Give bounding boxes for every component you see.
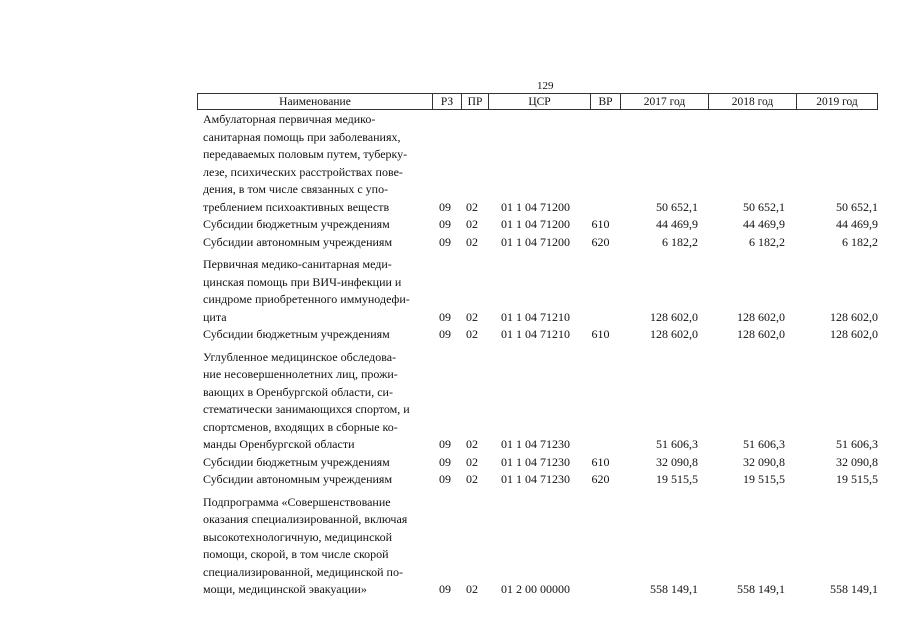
- cell-name: Амбулаторная первичная медико- санитарная помощь при заболеваниях, передаваемых половым путем, туберку- лезе, психических расстройствах пове- дения, в том числе связанных с упо- треблением психоактивных веществ: [203, 112, 408, 214]
- cell-y2019: 19 515,5: [836, 472, 878, 486]
- table-row: [197, 111, 878, 216]
- header-2019: 2019 год: [816, 95, 858, 108]
- table-row: [197, 471, 878, 489]
- header-2018: 2018 год: [709, 94, 797, 109]
- cell-y2018: 128 602,0: [737, 327, 785, 341]
- cell-y2017: 558 149,1: [650, 582, 698, 596]
- cell-y2017: 32 090,8: [656, 454, 698, 469]
- cell-y2019: 128 602,0: [830, 309, 878, 324]
- cell-y2017: 44 469,9: [656, 217, 698, 231]
- cell-csr: 01 1 04 71200: [501, 234, 570, 249]
- cell-y2019: 44 469,9: [836, 217, 878, 231]
- header-2017: 2017 год: [621, 94, 709, 109]
- cell-rz: 09: [439, 327, 451, 341]
- header-csr: ЦСР: [489, 94, 591, 109]
- table-row: [197, 349, 878, 454]
- cell-y2019: 128 602,0: [830, 327, 878, 341]
- header-rz: РЗ: [433, 94, 462, 109]
- cell-y2019: 32 090,8: [836, 454, 878, 469]
- cell-y2019: 51 606,3: [836, 437, 878, 451]
- cell-y2018: 32 090,8: [743, 454, 785, 469]
- cell-y2017: 19 515,5: [656, 472, 698, 486]
- cell-rz: 09: [439, 454, 451, 469]
- cell-y2018: 19 515,5: [743, 472, 785, 486]
- cell-vr: 620: [591, 472, 610, 486]
- cell-pr: 02: [466, 199, 478, 214]
- header-vr: ВР: [591, 94, 621, 109]
- table-header: [197, 93, 878, 110]
- cell-name: Субсидии бюджетным учреждениям: [203, 217, 390, 231]
- cell-rz: 09: [439, 217, 451, 231]
- table-row: [197, 256, 878, 326]
- cell-y2017: 6 182,2: [662, 234, 698, 249]
- cell-name: Субсидии бюджетным учреждениям: [203, 327, 390, 341]
- cell-vr: 620: [591, 234, 610, 249]
- table-row: [197, 326, 878, 344]
- cell-pr: 02: [466, 454, 478, 469]
- cell-pr: 02: [466, 472, 478, 486]
- cell-pr: 02: [466, 437, 478, 451]
- cell-csr: 01 1 04 71210: [501, 309, 570, 324]
- cell-y2019: 6 182,2: [842, 234, 878, 249]
- cell-csr: 01 1 04 71230: [501, 437, 570, 451]
- cell-pr: 02: [466, 309, 478, 324]
- cell-pr: 02: [466, 234, 478, 249]
- cell-y2018: 558 149,1: [737, 582, 785, 596]
- cell-csr: 01 1 04 71230: [501, 472, 570, 486]
- cell-y2019: 558 149,1: [830, 582, 878, 596]
- cell-y2017: 128 602,0: [650, 309, 698, 324]
- cell-csr: 01 2 00 00000: [501, 582, 570, 596]
- table-row: [197, 494, 878, 599]
- cell-name: Субсидии автономным учреждениям: [203, 234, 393, 249]
- cell-vr: 610: [591, 327, 610, 341]
- cell-rz: 09: [439, 437, 451, 451]
- table-row: [197, 216, 878, 234]
- cell-y2018: 6 182,2: [749, 234, 785, 249]
- cell-y2018: 51 606,3: [743, 437, 785, 451]
- cell-rz: 09: [439, 582, 451, 596]
- page-number: 129: [537, 80, 554, 92]
- cell-pr: 02: [466, 217, 478, 231]
- header-name: Наименование: [198, 94, 433, 109]
- cell-vr: 610: [591, 217, 610, 231]
- table-row: [197, 234, 878, 252]
- cell-y2019: 50 652,1: [836, 199, 878, 214]
- cell-pr: 02: [466, 327, 478, 341]
- cell-name: Субсидии автономным учреждениям: [203, 472, 393, 486]
- cell-y2018: 50 652,1: [743, 199, 785, 214]
- cell-name: Субсидии бюджетным учреждениям: [203, 454, 390, 469]
- cell-csr: 01 1 04 71230: [501, 454, 570, 469]
- cell-name: Подпрограмма «Совершенствование оказания специализированной, включая высокотехнологичную, медицинской помощи, скорой, в том числе скорой специализированной, медицинской по- мощи, медицинской эвакуации»: [203, 494, 408, 596]
- cell-name: Первичная медико-санитарная меди- цинская помощь при ВИЧ-инфекции и синдроме приобретенного иммунодефи- цита: [203, 257, 410, 324]
- cell-csr: 01 1 04 71210: [501, 327, 570, 341]
- cell-rz: 09: [439, 199, 451, 214]
- cell-y2018: 128 602,0: [737, 309, 785, 324]
- cell-vr: 610: [591, 454, 610, 469]
- cell-name: Углубленное медицинское обследова- ние несовершеннолетних лиц, прожи- вающих в Оренбургской области, си- стематически занимающихся спортом, и спортсменов, входящих в сборные ко- манды Оренбургской области: [203, 349, 410, 451]
- cell-rz: 09: [439, 234, 451, 249]
- cell-y2018: 44 469,9: [743, 217, 785, 231]
- table-body: [197, 111, 878, 599]
- cell-y2017: 50 652,1: [656, 199, 698, 214]
- cell-csr: 01 1 04 71200: [501, 199, 570, 214]
- cell-csr: 01 1 04 71200: [501, 217, 570, 231]
- cell-pr: 02: [466, 582, 478, 596]
- cell-y2017: 51 606,3: [656, 437, 698, 451]
- header-pr: ПР: [462, 94, 489, 109]
- cell-rz: 09: [439, 472, 451, 486]
- table-row: [197, 454, 878, 472]
- cell-y2017: 128 602,0: [650, 327, 698, 341]
- cell-rz: 09: [439, 309, 451, 324]
